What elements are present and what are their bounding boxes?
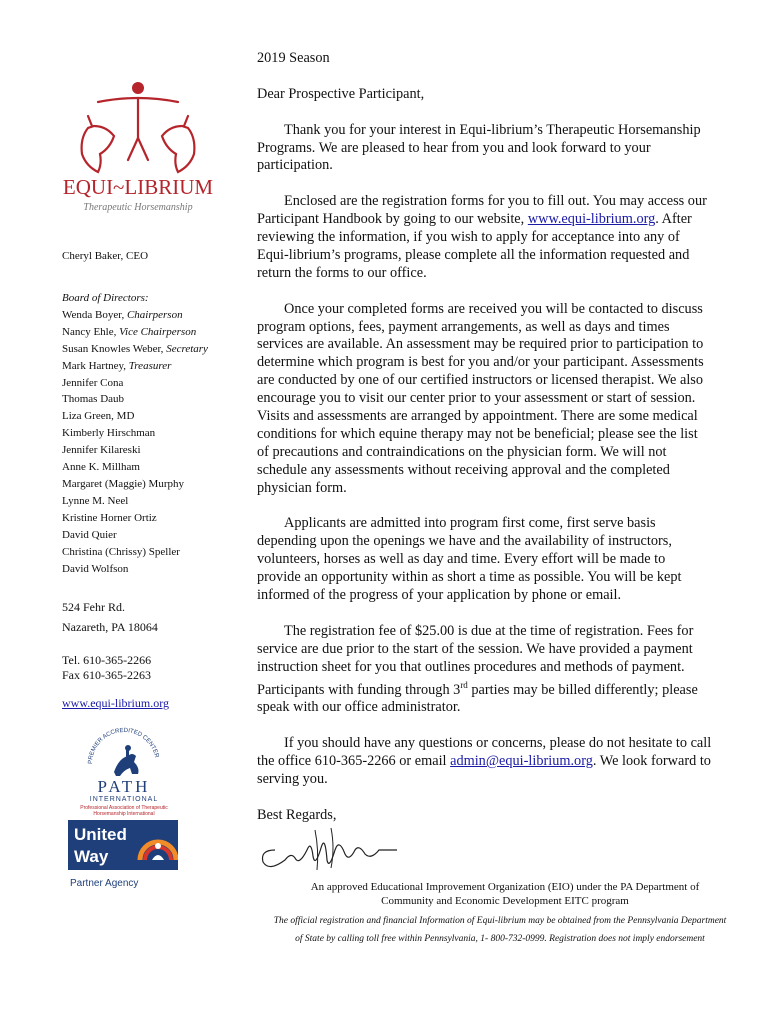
letter-paragraph-5: The registration fee of $25.00 is due at the time of registration. Fees for service are due prior to the start of the session. We have provided a payment instruction sheet for you that outlines procedures and methods of payment. Participants with funding through 3rd parties may be billed differently; please speak with our office administrator.	[257, 622, 698, 716]
board-list	[62, 307, 208, 578]
united-way-partner: Partner Agency	[70, 878, 139, 889]
board-member: Margaret (Maggie) Murphy	[62, 477, 184, 490]
letter-season: 2019 Season	[257, 50, 330, 66]
letter-paragraph-3: Once your completed forms are received you will be contacted to discuss program options, fees, payment arrangements, as well as days and times services are available. An assessment may be required prior to participation to determine which program is best for you and/or your participant. Assessments are conducted by one of our certified instructors or licensed therapist. We also encourage you to visit our center prior to your assessment or start of session. Visits and assessments are arranged by appointment. There are some medical conditions for which equine therapy may not be beneficial; please see the list of precautions and contraindications on the physician form. We will not schedule any assessments without receiving approval and the completed physician form.	[257, 300, 704, 496]
brand-tagline: Therapeutic Horsemanship	[83, 202, 193, 213]
path-name: PATH	[97, 777, 151, 796]
address	[62, 597, 158, 637]
path-sub: INTERNATIONAL	[89, 796, 159, 803]
letter-paragraph-1: Thank you for your interest in Equi-librium’s Therapeutic Horsemanship Programs. We are pleased to hear from you and look forward to your participation.	[257, 121, 701, 174]
board-member: Nancy Ehle, Vice Chairperson	[62, 325, 197, 338]
letter-greeting: Dear Prospective Participant,	[257, 85, 425, 102]
address-city: Nazareth, PA 18064	[62, 620, 158, 634]
signature	[255, 820, 405, 875]
board-member: Thomas Daub	[62, 393, 125, 406]
letter-closing: Best Regards,	[257, 806, 337, 823]
path-international-logo	[64, 722, 184, 817]
board-member: Liza Green, MD	[62, 410, 135, 423]
phone-fax: Fax 610-365-2263	[62, 668, 151, 682]
board-member: Kimberly Hirschman	[62, 427, 156, 440]
letter-body	[257, 50, 712, 843]
path-caption-2: Horsemanship International	[93, 811, 155, 817]
path-ring-text: PREMIER ACCREDITED CENTER	[87, 727, 160, 765]
address-street: 524 Fehr Rd.	[62, 600, 125, 614]
board-title: Board of Directors:	[62, 292, 149, 304]
united-way-logo	[68, 820, 178, 890]
board-member: Kristine Horner Ortiz	[62, 511, 157, 524]
board-member: Lynne M. Neel	[62, 494, 129, 507]
footer-eio: An approved Educational Improvement Organization (EIO) under the PA Department of Community and Economic Development EITC program	[310, 881, 700, 907]
united-way-line2: Way	[74, 847, 109, 866]
footer-disclaimer: The official registration and financial Information of Equi-librium may be obtained from the Pennsylvania Department of State by calling toll free within Pennsylvania, 1- 800-732-0999. Registration does not imply endorsement	[273, 916, 727, 944]
board-member: David Wolfson	[62, 562, 129, 575]
ceo-name: Cheryl Baker, CEO	[62, 250, 149, 262]
united-way-line1: United	[74, 825, 127, 844]
board-member: Jennifer Kilareski	[62, 444, 141, 457]
board-member: Jennifer Cona	[62, 376, 124, 389]
phone-numbers	[62, 653, 151, 683]
horse-rider-icon	[114, 745, 139, 776]
brand-name: EQUI~LIBRIUM	[62, 175, 214, 199]
board-member: Mark Hartney, Treasurer	[62, 359, 172, 372]
board-member: Christina (Chrissy) Speller	[62, 545, 180, 558]
phone-tel: Tel. 610-365-2266	[62, 653, 152, 667]
board-member: David Quier	[62, 528, 117, 541]
equi-librium-logo	[58, 68, 218, 218]
letter-paragraph-2: Enclosed are the registration forms for you to fill out. You may access our Participant Handbook by going to our website, www.equi-librium.org. After reviewing the information, if you wish to apply for acceptance into any of Equi-librium’s programs, please complete all the information requested and return the forms to our office.	[257, 193, 707, 281]
board-member: Anne K. Millham	[62, 461, 140, 474]
letter-paragraph-4: Applicants are admitted into program first come, first serve basis depending upon the openings we have and the availability of instructors, volunteers, horses as well as day and time. Every effort will be made to provide an opportunity within as short a time as possible. You will be kept informed of the progress of your application by phone or email.	[257, 515, 682, 604]
email-link[interactable]: admin@equi-librium.org	[450, 753, 593, 769]
letter-paragraph-6: If you should have any questions or concerns, please do not hesitate to call the office 610-365-2266 or email admin@equi-librium.org. We look forward to serving you.	[257, 735, 712, 787]
path-caption-1: Professional Association of Therapeutic	[80, 805, 168, 811]
board-member: Wenda Boyer, Chairperson	[62, 308, 183, 321]
board-member: Susan Knowles Weber, Secretary	[62, 342, 208, 355]
website-link-inline[interactable]: www.equi-librium.org	[527, 211, 656, 228]
board-of-directors	[62, 290, 208, 577]
website-link[interactable]: www.equi-librium.org	[62, 696, 169, 710]
